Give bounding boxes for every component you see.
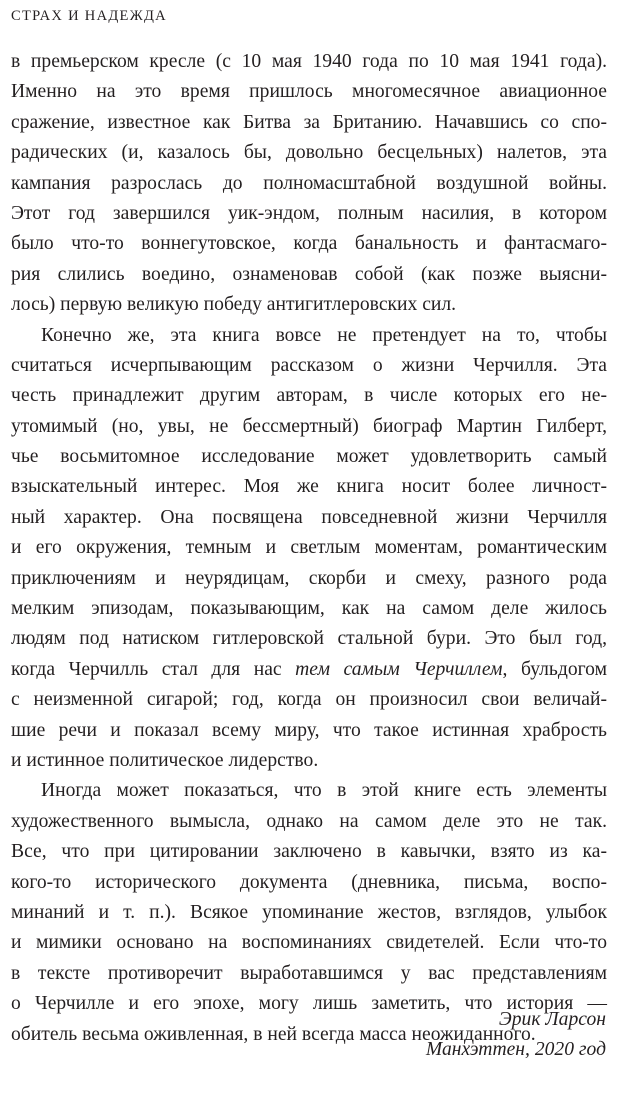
text-line: и его окружения, темным и светлым моментам, романтическим — [11, 537, 607, 559]
text-line: и истинное политическое лидерство. — [11, 749, 319, 771]
text-line: Именно на это время пришлось многомесячное авиационное — [11, 81, 607, 103]
text-line: сражение, известное как Битва за Британию. Начавшись со спо- — [11, 111, 607, 133]
text-line: радических (и, казалось бы, довольно бесцельных) налетов, эта — [11, 142, 607, 164]
text-line: с неизменной сигарой; год, когда он произносил свои величай- — [11, 689, 607, 711]
text-line: и мимики основано на воспоминаниях свидетелей. Если что-то — [11, 932, 607, 954]
text-line: взыскательный интерес. Моя же книга носит более личност- — [11, 476, 607, 498]
text-line: кого-то исторического документа (дневника, письма, воспо- — [11, 871, 607, 893]
text-line: минаний и т. п.). Всякое упоминание жестов, взглядов, улыбок — [11, 901, 607, 923]
text-line: о Черчилле и его эпохе, могу лишь заметить, что история — — [11, 993, 607, 1015]
paragraph-2 — [11, 321, 607, 777]
author-name: Эрик Ларсон — [498, 1009, 606, 1030]
text-line-with-italic — [11, 655, 607, 685]
text-line: Этот год завершился уик-эндом, полным насилия, в котором — [11, 202, 607, 224]
text-line: ный характер. Она посвящена повседневной жизни Черчилля — [11, 506, 607, 528]
text-line: приключениям и неурядицам, скорби и смеху, разного рода — [11, 567, 607, 589]
text-line: художественного вымысла, однако на самом деле это не так. — [11, 810, 607, 832]
text-line: обитель весьма оживленная, в ней всегда масса неожиданного. — [11, 1023, 536, 1045]
text-line: шие речи и показал всему миру, что такое истинная храбрость — [11, 719, 607, 741]
text-line: людям под натиском гитлеровской стальной бури. Это был год, — [11, 628, 607, 650]
text-line: в премьерском кресле (с 10 мая 1940 года по 10 мая 1941 года). — [11, 51, 607, 72]
signature — [426, 1005, 606, 1066]
text-line: утомимый (но, увы, не бессмертный) биограф Мартин Гилберт, — [11, 415, 607, 437]
text-fragment: , бульдогом — [502, 658, 607, 680]
text-line: рия слились воедино, ознаменовав собой (как позже выясни- — [11, 263, 607, 285]
text-line: кампания разрослась до полномасштабной воздушной войны. — [11, 172, 607, 194]
text-line: Конечно же, эта книга вовсе не претендует на то, чтобы — [41, 324, 607, 346]
running-title: СТРАХ И НАДЕЖДА — [11, 8, 167, 24]
paragraph-1 — [11, 47, 607, 321]
text-line: в тексте противоречит выработавшимся у вас представлениям — [11, 962, 607, 984]
text-line: Иногда может показаться, что в этой книге есть элементы — [41, 780, 607, 802]
place-date: Манхэттен, 2020 год — [425, 1039, 606, 1061]
text-line: чье восьмитомное исследование может удовлетворить самый — [11, 446, 607, 468]
text-line: Все, что при цитировании заключено в кавычки, взято из ка- — [11, 841, 607, 863]
text-line: было что-то воннегутовское, когда банальность и фантасмаго- — [11, 233, 607, 255]
italic-phrase: тем самым Черчиллем — [295, 658, 503, 680]
body-text — [11, 47, 607, 1050]
text-line: лось) первую великую победу антигитлеровских сил. — [11, 294, 457, 316]
text-fragment: когда Черчилль стал для нас — [11, 658, 296, 680]
text-line: мелким эпизодам, показывающим, как на самом деле жилось — [11, 598, 607, 620]
text-line: честь принадлежит другим авторам, в числе которых его не- — [11, 385, 607, 407]
text-line: считаться исчерпывающим рассказом о жизни Черчилля. Эта — [11, 354, 607, 376]
